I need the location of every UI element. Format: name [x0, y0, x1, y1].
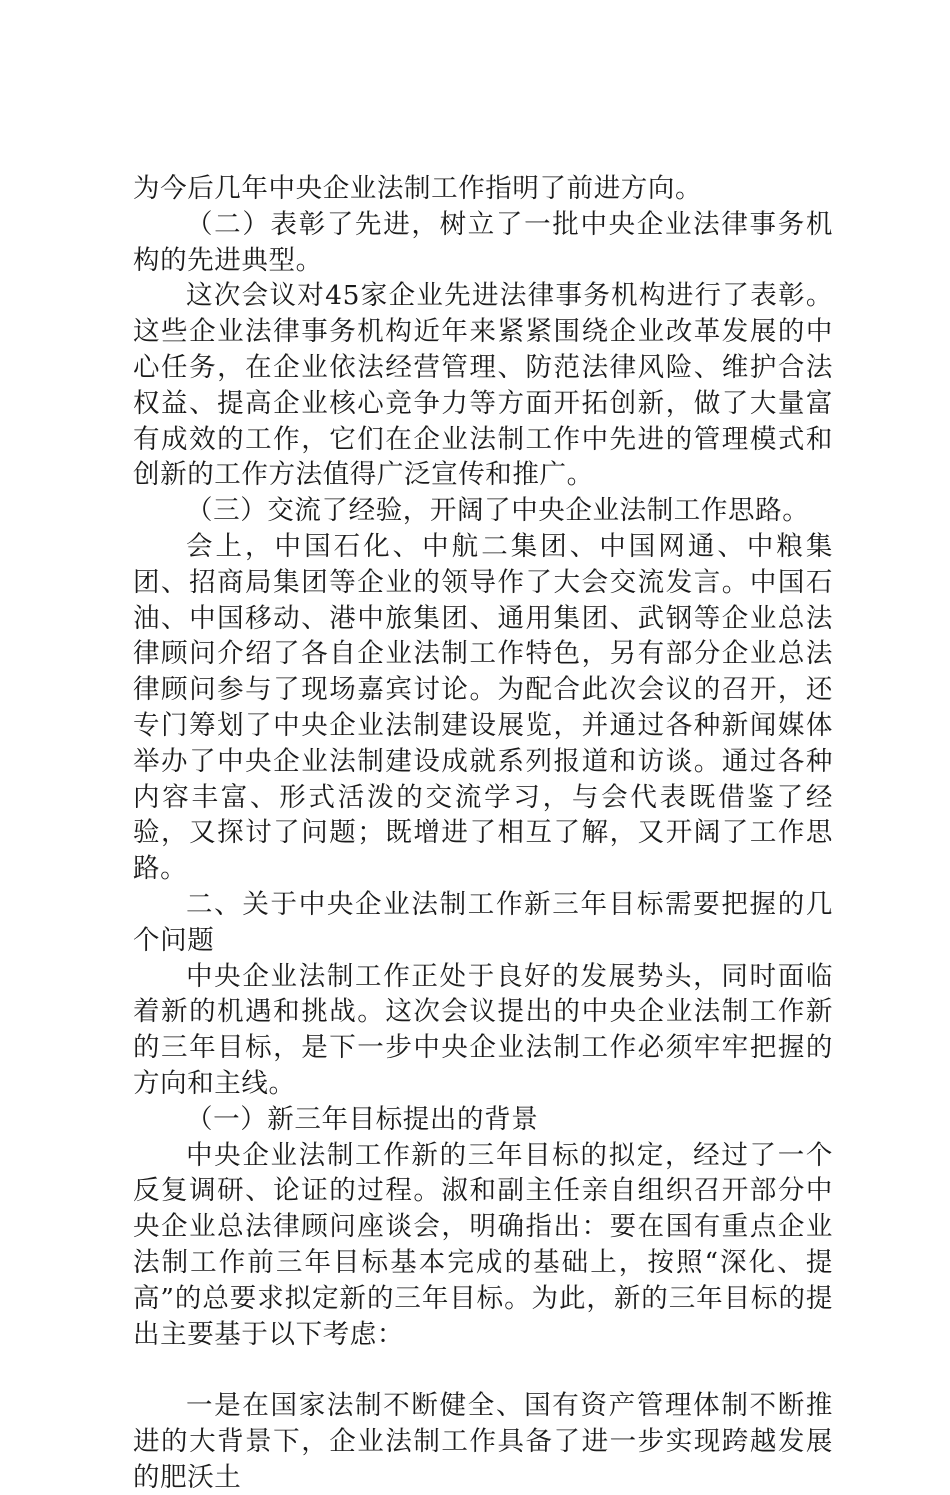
paragraph-background: 中央企业法制工作新的三年目标的拟定，经过了一个反复调研、论证的过程。淑和副主任亲自组织召开部分中央企业总法律顾问座谈会，明确指出：要在国有重点企业法制工作前三年目标基本完成的基础上，按照“深化、提高”的总要求拟定新的三年目标。为此，新的三年目标的提出主要基于以下考虑： — [133, 1139, 833, 1350]
paragraph-first-consideration: 一是在国家法制不断健全、国有资产管理体制不断推进的大背景下，企业法制工作具备了进一步实现跨越发展的肥沃土 — [133, 1390, 833, 1493]
section-heading-part-two: 二、关于中央企业法制工作新三年目标需要把握的几个问题 — [133, 888, 833, 956]
paragraph-exchange: 会上，中国石化、中航二集团、中国网通、中粮集团、招商局集团等企业的领导作了大会交流发言。中国石油、中国移动、港中旅集团、通用集团、武钢等企业总法律顾问介绍了各自企业法制工作特色，另有部分企业总法律顾问参与了现场嘉宾讨论。为配合此次会议的召开，还专门筹划了中央企业法制建设展览，并通过各种新闻媒体举办了中央企业法制建设成就系列报道和访谈。通过各种内容丰富、形式活泼的交流学习，与会代表既借鉴了经验，又探讨了问题；既增进了相互了解，又开阔了工作思路。 — [133, 530, 833, 885]
paragraph-gap — [133, 1352, 833, 1388]
document-body — [133, 171, 833, 1495]
section-heading-commendation: （二）表彰了先进，树立了一批中央企业法律事务机构的先进典型。 — [133, 208, 833, 276]
paragraph-commendation: 这次会议对45家企业先进法律事务机构进行了表彰。这些企业法律事务机构近年来紧紧围绕企业改革发展的中心任务，在企业依法经营管理、防范法律风险、维护合法权益、提高企业核心竞争力等方面开拓创新，做了大量富有成效的工作，它们在企业法制工作中先进的管理模式和创新的工作方法值得广泛宣传和推广。 — [133, 280, 833, 491]
paragraph-part-two-intro: 中央企业法制工作正处于良好的发展势头，同时面临着新的机遇和挑战。这次会议提出的中央企业法制工作新的三年目标，是下一步中央企业法制工作必须牢牢把握的方向和主线。 — [133, 960, 833, 1099]
section-heading-background: （一）新三年目标提出的背景 — [186, 1103, 539, 1135]
paragraph-continuation: 为今后几年中央企业法制工作指明了前进方向。 — [133, 173, 703, 204]
section-heading-exchange: （三）交流了经验，开阔了中央企业法制工作思路。 — [186, 495, 810, 527]
